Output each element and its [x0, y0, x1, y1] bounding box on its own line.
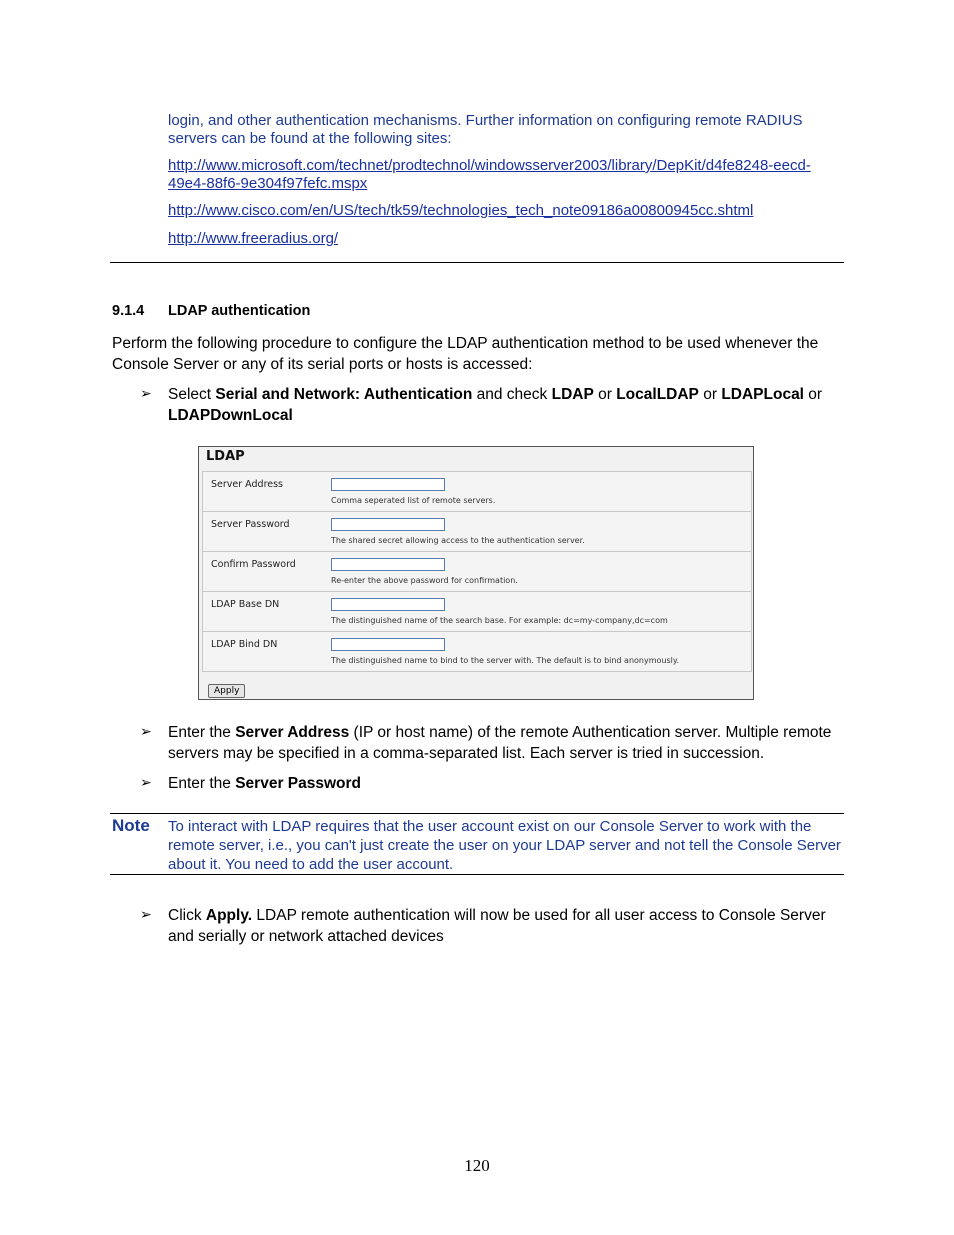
cisco-link[interactable]: http://www.cisco.com/en/US/tech/tk59/technologies_tech_note09186a00800945cc.shtml [168, 202, 754, 219]
intro-text: login, and other authentication mechanisms. Further information on configuring remote RADIUS servers can be found at the following sites: [168, 112, 803, 147]
server-address-input[interactable] [331, 478, 445, 491]
field-help: The distinguished name to bind to the server with. The default is to bind anonymously. [331, 656, 680, 665]
field-help: The distinguished name of the search base. For example: dc=my-company,dc=com [331, 616, 668, 625]
section-number: 9.1.4 [112, 303, 145, 319]
section-title: LDAP authentication [168, 303, 311, 319]
divider-top [110, 262, 844, 263]
field-label: Confirm Password [211, 559, 296, 570]
note-label: Note [112, 816, 150, 835]
form-row-confirm-password [203, 552, 751, 592]
freeradius-link[interactable]: http://www.freeradius.org/ [168, 230, 339, 247]
ldap-panel-title: LDAP [206, 449, 245, 464]
field-label: LDAP Base DN [211, 599, 280, 610]
section-intro: Perform the following procedure to configure the LDAP authentication method to be used whenever the Console Server or any of its serial ports or hosts is accessed: [112, 335, 819, 373]
field-help: The shared secret allowing access to the authentication server. [331, 536, 585, 545]
form-row-base-dn [203, 592, 751, 632]
field-help: Comma seperated list of remote servers. [331, 496, 496, 505]
bullet-arrow-icon: ➢ [140, 775, 152, 791]
note-divider-bottom [110, 874, 844, 875]
field-label: Server Address [211, 479, 284, 490]
bullet-arrow-icon: ➢ [140, 724, 152, 740]
field-label: Server Password [211, 519, 290, 530]
field-help: Re-enter the above password for confirmation. [331, 576, 518, 585]
ldap-panel [198, 446, 754, 700]
bullet-arrow-icon: ➢ [140, 386, 152, 402]
page-number: 120 [464, 1156, 490, 1175]
server-password-input[interactable] [331, 518, 445, 531]
bullet-select-auth: Select Serial and Network: Authentication and check LDAP or LocalLDAP or LDAPLocal or LDAPDownLocal [168, 386, 823, 424]
bind-dn-input[interactable] [331, 638, 445, 651]
form-row-bind-dn [203, 632, 751, 671]
form-row-server-address [203, 472, 751, 512]
note-text: To interact with LDAP requires that the user account exist on our Console Server to work with the remote server, i.e., you can't just create the user on your LDAP server and not tell the Console Server about it. You need to add the user account. [168, 818, 841, 873]
confirm-password-input[interactable] [331, 558, 445, 571]
base-dn-input[interactable] [331, 598, 445, 611]
microsoft-link[interactable]: http://www.microsoft.com/technet/prodtechnol/windowsserver2003/library/DepKit/d4fe8248-eecd-49e4-88f6-9e304f97fefc.mspx [168, 157, 811, 192]
bullet-arrow-icon: ➢ [140, 907, 152, 923]
field-label: LDAP Bind DN [211, 639, 278, 650]
bullet-server-password: Enter the Server Password [168, 775, 362, 792]
ldap-form-table [202, 471, 752, 672]
form-row-server-password [203, 512, 751, 552]
bullet-server-address: Enter the Server Address (IP or host name) of the remote Authentication server. Multiple remote servers may be specified in a comma-separated list. Each server is tried in succession. [168, 724, 832, 762]
bullet-click-apply: Click Apply. LDAP remote authentication will now be used for all user access to Console Server and serially or network attached devices [168, 907, 826, 945]
apply-button[interactable]: Apply [208, 684, 245, 698]
note-divider-top [110, 813, 844, 814]
